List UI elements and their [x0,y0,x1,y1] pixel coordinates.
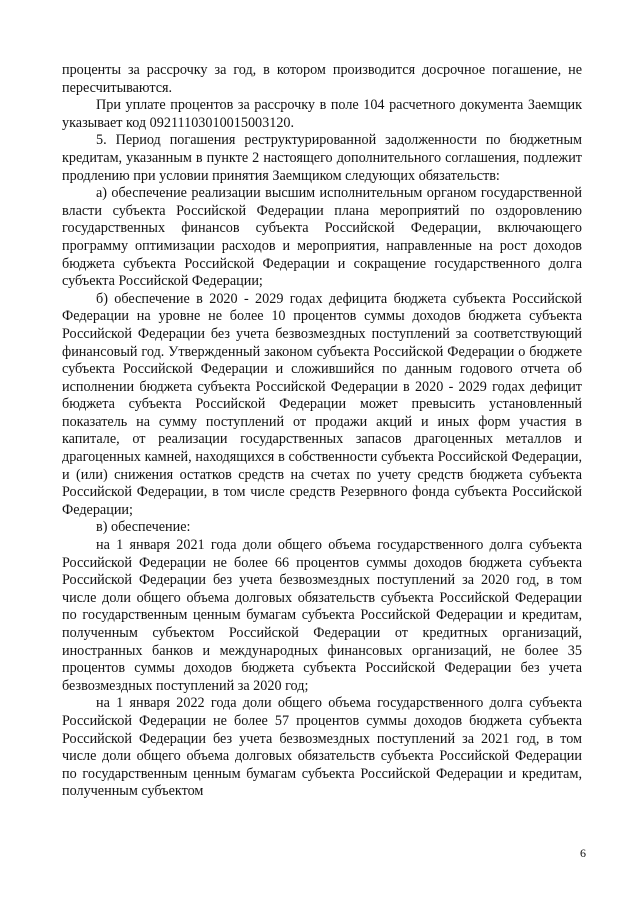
paragraph-2022-debt: на 1 января 2022 года доли общего объема государственного долга субъекта Российской Федерации не более 57 процентов суммы доходов бюджета субъекта Российской Федерации без учета безвозмездных поступлений за 2021 год, в том числе доли общего объема долговых обязательств субъекта Российской Федерации по государственным ценным бумагам субъекта Российской Федерации и кредитам, полученным субъектом [62,695,582,800]
paragraph-item-v: в) обеспечение: [96,519,191,536]
document-body [62,62,582,801]
paragraph-item-a: а) обеспечение реализации высшим исполнительным органом государственной власти субъекта Российской Федерации плана мероприятий по оздоровлению государственных финансов субъекта Российской Федерации, включающего программу оптимизации расходов и мероприятия, направленные на рост доходов бюджета субъекта Российской Федерации и сокращение государственного долга субъекта Российской Федерации; [62,185,582,290]
paragraph-item-b: б) обеспечение в 2020 - 2029 годах дефицита бюджета субъекта Российской Федерации на уровне не более 10 процентов суммы доходов бюджета субъекта Российской Федерации без учета безвозмездных поступлений за соответствующий финансовый год. Утвержденный законом субъекта Российской Федерации о бюджете субъекта Российской Федерации и сложившийся по данным годового отчета об исполнении бюджета субъекта Российской Федерации в 2020 - 2029 годах дефицит бюджета субъекта Российской Федерации может превысить установленный показатель на сумму поступлений от продажи акций и иных форм участия в капитале, от реализации государственных запасов драгоценных металлов и драгоценных камней, находящихся в собственности субъекта Российской Федерации, и (или) снижения остатков средств на счетах по учету средств бюджета субъекта Российской Федерации, в том числе средств Резервного фонда субъекта Российской Федерации; [62,290,582,518]
paragraph-item-5: 5. Период погашения реструктурированной задолженности по бюджетным кредитам, указанным в пункте 2 настоящего дополнительного соглашения, подлежит продлению при условии принятия Заемщиком следующих обязательств: [62,132,582,184]
paragraph-early-repayment-note: проценты за рассрочку за год, в котором производится досрочное погашение, не пересчитываются. [62,62,582,96]
page-number: 6 [580,846,586,860]
paragraph-payment-code: При уплате процентов за рассрочку в поле 104 расчетного документа Заемщик указывает код 09211103010015003120. [62,97,582,131]
paragraph-2021-debt: на 1 января 2021 года доли общего объема государственного долга субъекта Российской Федерации не более 66 процентов суммы доходов бюджета субъекта Российской Федерации без учета безвозмездных поступлений за 2020 год, в том числе доли общего объема долговых обязательств субъекта Российской Федерации по государственным ценным бумагам субъекта Российской Федерации и кредитам, полученным субъектом Российской Федерации от кредитных организаций, иностранных банков и международных финансовых организаций, не более 35 процентов суммы доходов бюджета субъекта Российской Федерации без учета безвозмездных поступлений за 2020 год; [62,537,582,694]
